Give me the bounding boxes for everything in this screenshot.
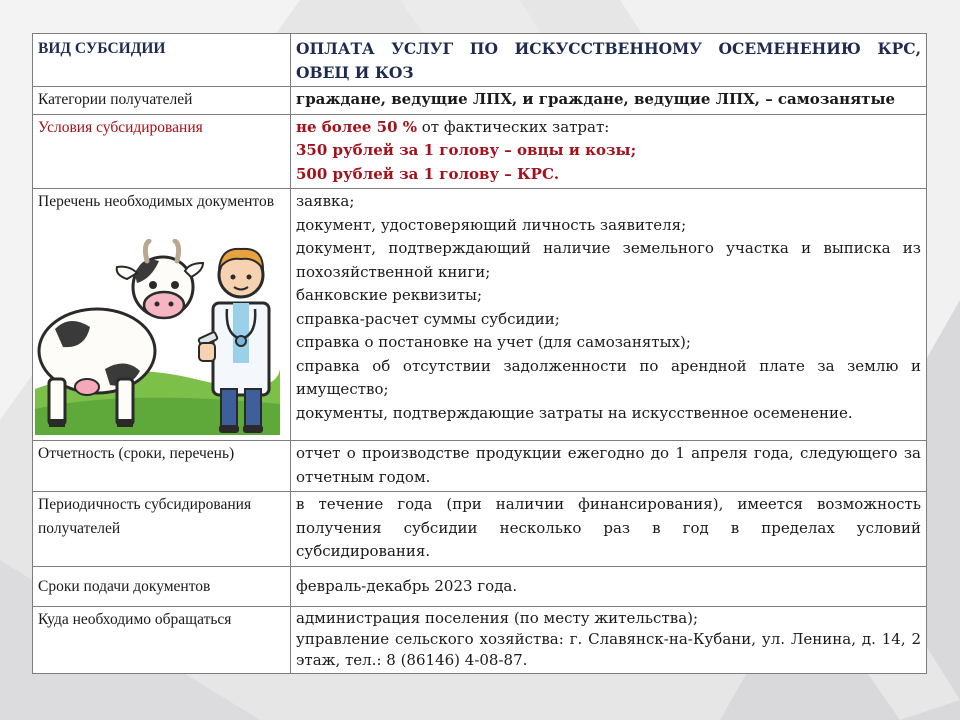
conditions-label: Условия субсидирования [33,114,291,189]
reporting-label: Отчетность (сроки, перечень) [33,441,291,492]
header-value: ОПЛАТА УСЛУГ ПО ИСКУССТВЕННОМУ ОСЕМЕНЕНИЮ КРС, ОВЕЦ И КОЗ [291,34,927,87]
conditions-value [291,114,927,189]
reporting-value: отчет о производстве продукции ежегодно до 1 апреля года, следующего за отчетным годом. [291,441,927,492]
subsidy-table [32,33,927,674]
documents-label: Перечень необходимых документов [38,193,275,210]
document-item: банковские реквизиты; [296,286,483,304]
conditions-percent-rest: от фактических затрат: [417,117,610,136]
documents-label-cell [33,189,291,441]
table-row-conditions [33,114,927,189]
conditions-percent: не более 50 % [296,117,417,136]
contacts-line-1: администрация поселения (по месту жительства); [296,609,699,627]
periodicity-label: Периодичность субсидирования получателей [33,492,291,567]
document-item: документ, удостоверяющий личность заявителя; [296,215,687,234]
document-item: справка об отсутствии задолженности по арендной плате за землю и имущество; [296,356,921,398]
document-item: документы, подтверждающие затраты на искусственное осеменение. [296,403,853,422]
header-label: ВИД СУБСИДИИ [33,34,291,87]
deadlines-value: февраль-декабрь 2023 года. [291,566,927,607]
periodicity-value: в течение года (при наличии финансирования), имеется возможность получения субсидии несколько раз в год в пределах условий субсидирования. [291,492,927,567]
recipients-value: граждане, ведущие ЛПХ, и граждане, ведущие ЛПХ, – самозанятые [291,87,927,115]
document-item: справка о постановке на учет (для самозанятых); [296,333,691,351]
document-item: справка-расчет суммы субсидии; [296,309,560,328]
table-row-deadlines [33,566,927,607]
document-item: заявка; [296,192,355,210]
contacts-line-2: управление сельского хозяйства: г. Славянск-на-Кубани, ул. Ленина, д. 14, 2 этаж, тел.: 8 (86146) 4-08-87. [296,630,921,669]
table-row-contacts [33,607,927,674]
documents-list [291,189,927,441]
conditions-line-1 [296,116,921,140]
table-row-recipients [33,87,927,115]
cow-and-veterinarian-illustration [35,239,280,435]
deadlines-label: Сроки подачи документов [33,566,291,607]
contacts-label: Куда необходимо обращаться [33,607,291,674]
table-row-documents [33,189,927,441]
table-row-periodicity [33,492,927,567]
contacts-value [291,607,927,674]
table-row-reporting [33,441,927,492]
conditions-line-3: 500 рублей за 1 голову – КРС. [296,164,560,183]
conditions-line-2: 350 рублей за 1 голову – овцы и козы; [296,141,637,159]
table-header-row [33,34,927,87]
document-item: документ, подтверждающий наличие земельного участка и выписка из похозяйственной книги; [296,239,921,281]
recipients-label: Категории получателей [33,87,291,115]
